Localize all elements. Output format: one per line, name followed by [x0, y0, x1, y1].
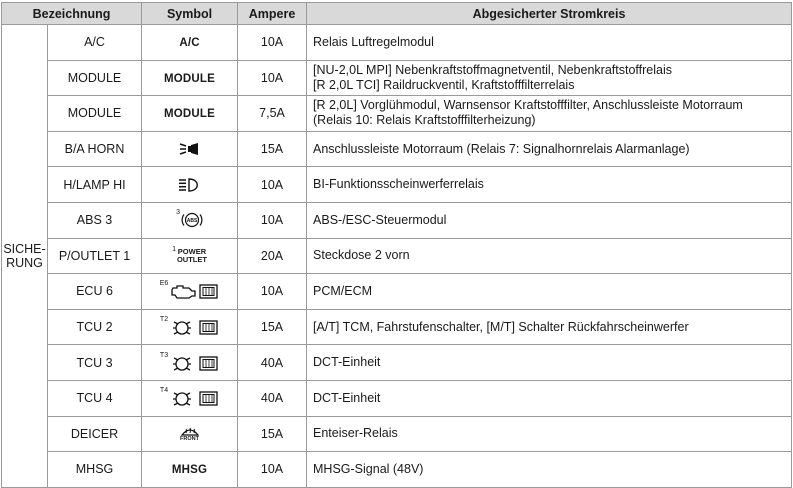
- fuse-name: MODULE: [48, 60, 142, 96]
- fuse-circuit: Anschlussleiste Motorraum (Relais 7: Signalhornrelais Alarmanlage): [307, 131, 792, 167]
- header-ampere: Ampere: [238, 3, 307, 25]
- fuse-symbol: [142, 60, 238, 96]
- fuse-name: A/C: [48, 25, 142, 61]
- fuse-name: TCU 3: [48, 345, 142, 381]
- fuse-circuit: Steckdose 2 vorn: [307, 238, 792, 274]
- fuse-symbol: [142, 167, 238, 203]
- table-row: [2, 238, 792, 274]
- fuse-symbol: T4: [142, 380, 238, 416]
- fuse-circuit: [R 2,0L] Vorglühmodul, Warnsensor Kraftstofffilter, Anschlussleiste Motorraum (Relais 10: Relais Kraftstofffilterheizung): [307, 96, 792, 132]
- table-row: [2, 416, 792, 452]
- fuse-name: H/LAMP HI: [48, 167, 142, 203]
- high-beam-icon: [177, 177, 203, 193]
- fuse-circuit: [NU-2,0L MPI] Nebenkraftstoffmagnetventil, Nebenkraftstoffrelais [R 2,0L TCI] Raildruckventil, Kraftstofffilterrelais: [307, 60, 792, 96]
- module-symbol-text: MODULE: [164, 72, 216, 85]
- transmission-tcu-icon: [169, 318, 219, 336]
- ac-symbol-text: A/C: [179, 37, 200, 50]
- table-row: [2, 60, 792, 96]
- table-row: [2, 167, 792, 203]
- fuse-symbol: [142, 416, 238, 452]
- header-symbol: Symbol: [142, 3, 238, 25]
- table-row: [2, 309, 792, 345]
- fuse-name: MHSG: [48, 452, 142, 488]
- fuse-ampere: 40A: [238, 380, 307, 416]
- table-row: [2, 452, 792, 488]
- table-row: [2, 131, 792, 167]
- mhsg-symbol-text: MHSG: [171, 464, 208, 477]
- fuse-ampere: 7,5A: [238, 96, 307, 132]
- fuse-circuit: DCT-Einheit: [307, 345, 792, 381]
- fuse-name: B/A HORN: [48, 131, 142, 167]
- fuse-name: MODULE: [48, 96, 142, 132]
- fuse-name: TCU 4: [48, 380, 142, 416]
- fuse-ampere: 15A: [238, 416, 307, 452]
- fuse-symbol: $^3$ ABS: [142, 202, 238, 238]
- fuse-ampere: 10A: [238, 25, 307, 61]
- table-header-row: [2, 3, 792, 25]
- table-row: [2, 25, 792, 61]
- fuse-name: TCU 2: [48, 309, 142, 345]
- transmission-tcu-icon: [169, 389, 219, 407]
- fuse-name: ABS 3: [48, 202, 142, 238]
- fuse-circuit: DCT-Einheit: [307, 380, 792, 416]
- fuse-symbol: [142, 25, 238, 61]
- fuse-symbol: T3: [142, 345, 238, 381]
- horn-icon: [179, 142, 201, 156]
- module-symbol-text: MODULE: [164, 108, 216, 121]
- fuse-name: DEICER: [48, 416, 142, 452]
- group-label: SICHE- RUNG: [2, 25, 48, 488]
- fuse-symbol: [142, 131, 238, 167]
- fuse-symbol: E6: [142, 274, 238, 310]
- table-row: [2, 345, 792, 381]
- fuse-symbol: [142, 96, 238, 132]
- front-deicer-icon: FRONT: [180, 426, 199, 442]
- fuse-ampere: 15A: [238, 309, 307, 345]
- fuse-name: ECU 6: [48, 274, 142, 310]
- table-row: [2, 202, 792, 238]
- table-row: [2, 274, 792, 310]
- fuse-name: P/OUTLET 1: [48, 238, 142, 274]
- fuse-circuit: ABS-/ESC-Steuermodul: [307, 202, 792, 238]
- fuse-ampere: 10A: [238, 452, 307, 488]
- table-row: [2, 96, 792, 132]
- engine-ecu-icon: [169, 282, 219, 300]
- fuse-ampere: 40A: [238, 345, 307, 381]
- fuse-ampere: 10A: [238, 274, 307, 310]
- fuse-ampere: 10A: [238, 167, 307, 203]
- fuse-ampere: 10A: [238, 202, 307, 238]
- fuse-symbol: $^1$ POWER OUTLET: [142, 238, 238, 274]
- power-outlet-icon: POWER OUTLET: [176, 246, 207, 264]
- header-bezeichnung: Bezeichnung: [2, 3, 142, 25]
- transmission-tcu-icon: [169, 354, 219, 372]
- fuse-symbol: [142, 452, 238, 488]
- fuse-circuit: MHSG-Signal (48V): [307, 452, 792, 488]
- header-stromkreis: Abgesicherter Stromkreis: [307, 3, 792, 25]
- fuse-ampere: 15A: [238, 131, 307, 167]
- svg-text:ABS: ABS: [186, 218, 198, 225]
- fuse-table: [1, 2, 792, 488]
- abs-icon: [181, 211, 203, 229]
- fuse-ampere: 10A: [238, 60, 307, 96]
- fuse-circuit: BI-Funktionsscheinwerferrelais: [307, 167, 792, 203]
- fuse-circuit: Relais Luftregelmodul: [307, 25, 792, 61]
- table-row: [2, 380, 792, 416]
- fuse-circuit: PCM/ECM: [307, 274, 792, 310]
- fuse-symbol: T2: [142, 309, 238, 345]
- fuse-circuit: [A/T] TCM, Fahrstufenschalter, [M/T] Schalter Rückfahrscheinwerfer: [307, 309, 792, 345]
- fuse-circuit: Enteiser-Relais: [307, 416, 792, 452]
- fuse-ampere: 20A: [238, 238, 307, 274]
